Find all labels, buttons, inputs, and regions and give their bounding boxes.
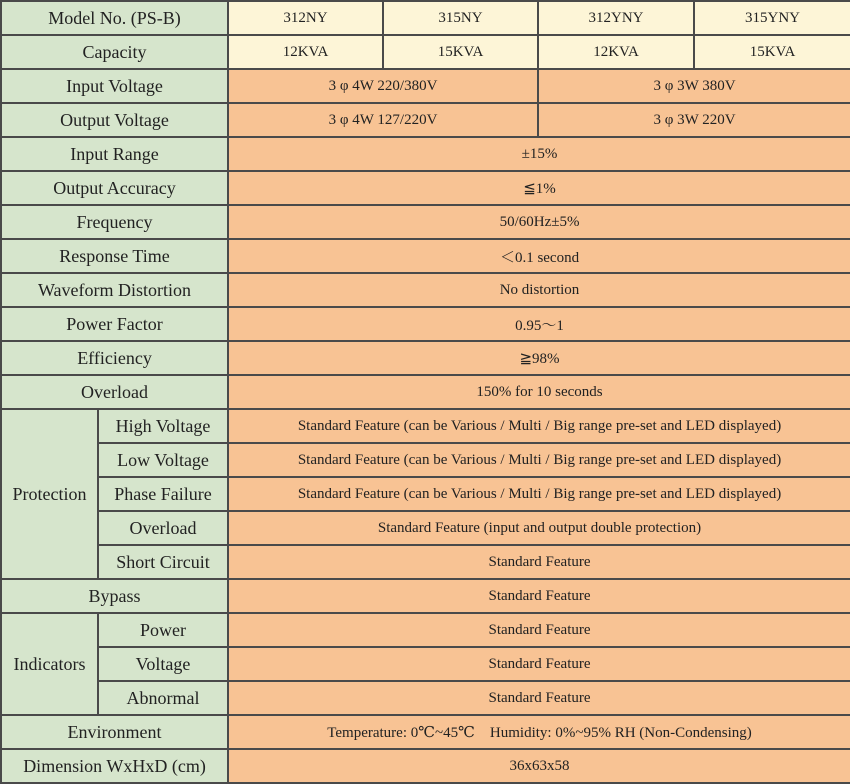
- bypass-row: [1, 579, 850, 613]
- spec-value: 50/60Hz±5%: [228, 205, 850, 239]
- indicators-label: Indicators: [1, 613, 98, 715]
- output-voltage-value: 3 φ 3W 220V: [538, 103, 850, 137]
- indicator-item-value: Standard Feature: [228, 681, 850, 715]
- bypass-label: Bypass: [1, 579, 228, 613]
- indicator-item-value: Standard Feature: [228, 647, 850, 681]
- spec-label: Waveform Distortion: [1, 273, 228, 307]
- spec-value: No distortion: [228, 273, 850, 307]
- spec-label: Response Time: [1, 239, 228, 273]
- capacity-label: Capacity: [1, 35, 228, 69]
- output-voltage-label: Output Voltage: [1, 103, 228, 137]
- protection-item-value: Standard Feature (input and output double protection): [228, 511, 850, 545]
- indicators-row: [1, 681, 850, 715]
- capacity-row: [1, 35, 850, 69]
- indicator-item-label: Power: [98, 613, 228, 647]
- indicators-row: [1, 613, 850, 647]
- spec-label: Overload: [1, 375, 228, 409]
- dimension-label: Dimension WxHxD (cm): [1, 749, 228, 783]
- input-voltage-value: 3 φ 3W 380V: [538, 69, 850, 103]
- spec-row: [1, 341, 850, 375]
- bypass-value: Standard Feature: [228, 579, 850, 613]
- spec-value: 0.95～1: [228, 307, 850, 341]
- spec-value: ≧98%: [228, 341, 850, 375]
- protection-row: [1, 409, 850, 443]
- spec-label: Input Range: [1, 137, 228, 171]
- dimension-value: 36x63x58: [228, 749, 850, 783]
- protection-item-value: Standard Feature (can be Various / Multi / Big range pre-set and LED displayed): [228, 443, 850, 477]
- spec-row: [1, 137, 850, 171]
- protection-row: [1, 545, 850, 579]
- spec-value: ≦1%: [228, 171, 850, 205]
- spec-value: ＜0.1 second: [228, 239, 850, 273]
- capacity-value: 15KVA: [694, 35, 850, 69]
- spec-row: [1, 205, 850, 239]
- input-voltage-value: 3 φ 4W 220/380V: [228, 69, 538, 103]
- protection-item-label: Phase Failure: [98, 477, 228, 511]
- protection-label: Protection: [1, 409, 98, 579]
- input-voltage-row: [1, 69, 850, 103]
- spec-label: Power Factor: [1, 307, 228, 341]
- dimension-row: [1, 749, 850, 783]
- environment-value: Temperature: 0℃~45℃ Humidity: 0%~95% RH (Non-Condensing): [228, 715, 850, 749]
- output-voltage-row: [1, 103, 850, 137]
- protection-item-label: High Voltage: [98, 409, 228, 443]
- model-315ny: 315NY: [383, 1, 538, 35]
- spec-label: Output Accuracy: [1, 171, 228, 205]
- capacity-value: 12KVA: [538, 35, 694, 69]
- protection-row: [1, 477, 850, 511]
- output-voltage-value: 3 φ 4W 127/220V: [228, 103, 538, 137]
- indicators-row: [1, 647, 850, 681]
- indicator-item-value: Standard Feature: [228, 613, 850, 647]
- protection-item-value: Standard Feature (can be Various / Multi / Big range pre-set and LED displayed): [228, 409, 850, 443]
- protection-item-value: Standard Feature (can be Various / Multi / Big range pre-set and LED displayed): [228, 477, 850, 511]
- spec-row: [1, 171, 850, 205]
- capacity-value: 12KVA: [228, 35, 383, 69]
- model-312ny: 312NY: [228, 1, 383, 35]
- spec-value: ±15%: [228, 137, 850, 171]
- model-label: Model No. (PS-B): [1, 1, 228, 35]
- protection-row: [1, 511, 850, 545]
- protection-item-label: Overload: [98, 511, 228, 545]
- environment-label: Environment: [1, 715, 228, 749]
- spec-value: 150% for 10 seconds: [228, 375, 850, 409]
- capacity-value: 15KVA: [383, 35, 538, 69]
- model-312yny: 312YNY: [538, 1, 694, 35]
- protection-item-label: Low Voltage: [98, 443, 228, 477]
- protection-item-value: Standard Feature: [228, 545, 850, 579]
- spec-row: [1, 375, 850, 409]
- indicator-item-label: Voltage: [98, 647, 228, 681]
- spec-row: [1, 307, 850, 341]
- indicator-item-label: Abnormal: [98, 681, 228, 715]
- model-row: [1, 1, 850, 35]
- spec-row: [1, 273, 850, 307]
- environment-row: [1, 715, 850, 749]
- model-315yny: 315YNY: [694, 1, 850, 35]
- input-voltage-label: Input Voltage: [1, 69, 228, 103]
- spec-label: Efficiency: [1, 341, 228, 375]
- spec-row: [1, 239, 850, 273]
- spec-label: Frequency: [1, 205, 228, 239]
- protection-row: [1, 443, 850, 477]
- protection-item-label: Short Circuit: [98, 545, 228, 579]
